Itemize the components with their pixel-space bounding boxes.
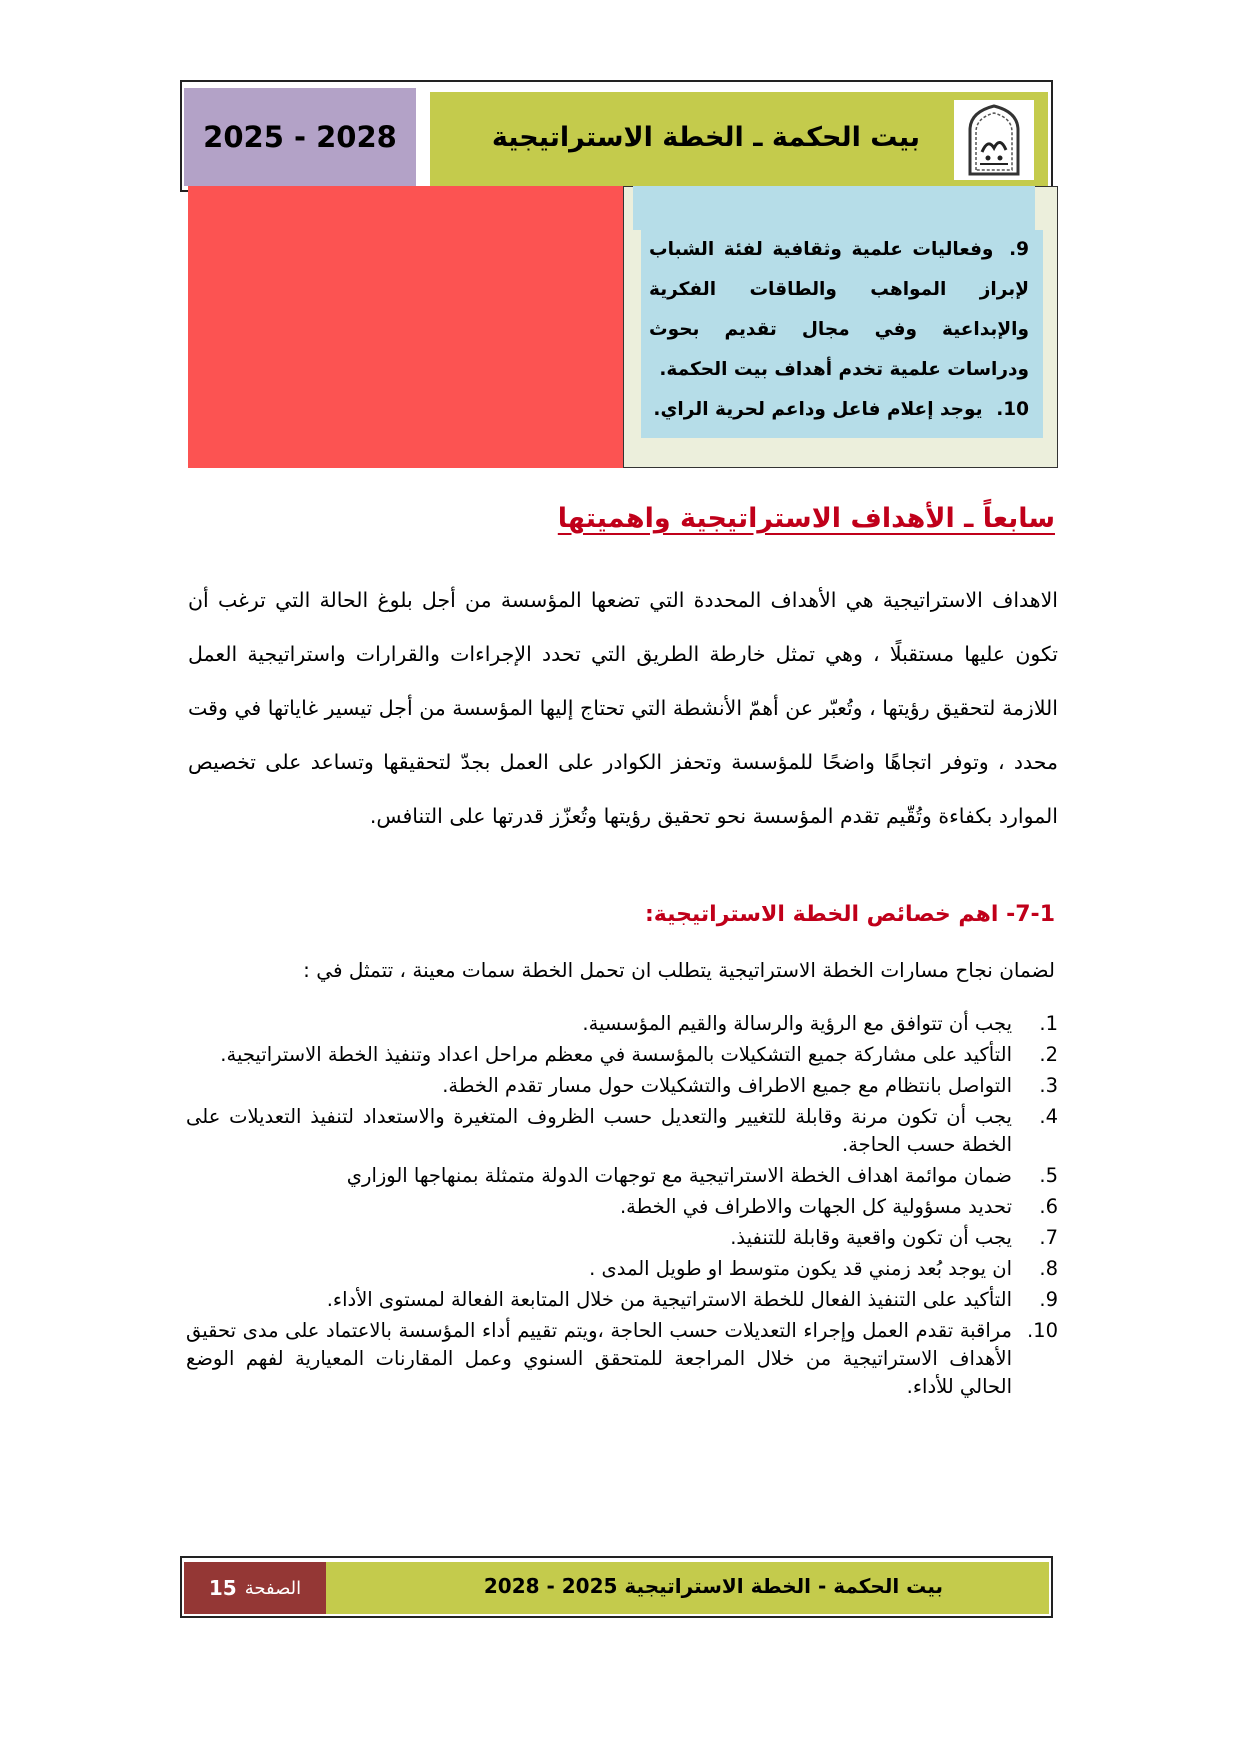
- item-number: 10.: [1026, 1319, 1058, 1342]
- list-item: [186, 1193, 1058, 1221]
- list-item: [649, 390, 1029, 430]
- item-text: يجب أن تتوافق مع الرؤية والرسالة والقيم المؤسسية.: [582, 1012, 1012, 1035]
- item-text: التأكيد على التنفيذ الفعال للخطة الاستراتيجية من خلال المتابعة الفعالة لمستوى الأداء.: [326, 1288, 1012, 1311]
- item-number: 4.: [1039, 1105, 1058, 1128]
- list-item: [186, 1224, 1058, 1252]
- item-text: ضمان موائمة اهداف الخطة الاستراتيجية مع توجهات الدولة متمثلة بمنهاجها الوزاري: [346, 1164, 1012, 1187]
- item-number: 2.: [1039, 1043, 1058, 1066]
- item-text: مراقبة تقدم العمل وإجراء التعديلات حسب الحاجة ،ويتم تقييم أداء المؤسسة بالاعتماد على مدى تحقيق الأهداف الاستراتيجية من خلال المراجعة للمتحقق السنوي وعمل المقارنات المعيارية لفهم الوضع الحالي للأداء.: [186, 1319, 1012, 1398]
- item-number: 7.: [1039, 1226, 1058, 1249]
- list-item: [186, 1103, 1058, 1159]
- item-number: 9.: [1039, 1288, 1058, 1311]
- red-cell: [188, 186, 624, 468]
- header-years: 2025 - 2028: [184, 88, 416, 186]
- item-number: 3.: [1039, 1074, 1058, 1097]
- list-item: [186, 1162, 1058, 1190]
- bayt-al-hikma-logo-icon: [954, 100, 1034, 180]
- item-text: التأكيد على مشاركة جميع التشكيلات بالمؤسسة في معظم مراحل اعداد وتنفيذ الخطة الاستراتيجية.: [220, 1043, 1012, 1066]
- item-text: يوجد إعلام فاعل وداعم لحرية الراي.: [653, 399, 983, 420]
- list-item: [186, 1255, 1058, 1283]
- item-number: 9.: [1009, 239, 1029, 260]
- list-item: [186, 1286, 1058, 1314]
- item-number: 6.: [1039, 1195, 1058, 1218]
- footer-text: بيت الحكمة - الخطة الاستراتيجية 2025 - 2028: [483, 1574, 943, 1598]
- item-number: 1.: [1039, 1012, 1058, 1035]
- list-item: [186, 1072, 1058, 1100]
- list-item: [186, 1010, 1058, 1038]
- item-number: 8.: [1039, 1257, 1058, 1280]
- header-title: بيت الحكمة ـ الخطة الاستراتيجية: [491, 122, 920, 153]
- characteristics-list: [186, 1010, 1058, 1404]
- blue-cell-list: [633, 230, 1043, 438]
- list-item: [186, 1317, 1058, 1401]
- item-text: يجب أن تكون واقعية وقابلة للتنفيذ.: [730, 1226, 1012, 1249]
- body-paragraph: الاهداف الاستراتيجية هي الأهداف المحددة التي تضعها المؤسسة من أجل بلوغ الحالة التي ترغب أن تكون عليها مستقبلًا ، وهي تمثل خارطة الطريق التي تحدد الإجراءات والقرارات واستراتيجية العمل اللازمة لتحقيق رؤيتها ، وتُعبّر عن أهمّ الأنشطة التي تحتاج إليها المؤسسة من أجل تيسير غاياتها في وقت محدد ، وتوفر اتجاهًا واضحًا للمؤسسة وتحفز الكوادر على العمل بجدّ لتحقيقها وتساعد على تخصيص الموارد بكفاءة وتُقّيم تقدم المؤسسة نحو تحقيق رؤيتها وتُعزّز قدرتها على التنافس.: [188, 588, 1058, 828]
- list-item: [649, 230, 1029, 390]
- item-number: 10.: [996, 399, 1029, 420]
- page-label: الصفحة: [244, 1577, 302, 1599]
- intro-text: لضمان نجاح مسارات الخطة الاستراتيجية يتطلب ان تحمل الخطة سمات معينة ، تتمثل في :: [303, 958, 1055, 982]
- page-number: 15: [208, 1576, 237, 1600]
- list-item: [186, 1041, 1058, 1069]
- item-text: التواصل بانتظام مع جميع الاطراف والتشكيلات حول مسار تقدم الخطة.: [442, 1074, 1012, 1097]
- blue-cell-edge: [633, 230, 641, 438]
- page-number-badge: [184, 1562, 326, 1614]
- section-heading: سابعاً ـ الأهداف الاستراتيجية واهميتها: [557, 503, 1055, 534]
- item-text: ان يوجد بُعد زمني قد يكون متوسط او طويل المدى .: [589, 1257, 1012, 1280]
- item-text: وفعاليات علمية وثقافية لفئة الشباب لإبراز المواهب والطاقات الفكرية والإبداعية وفي مجال تقديم بحوث ودراسات علمية تخدم أهداف بيت الحكمة.: [649, 239, 1029, 380]
- header-title-bar: [430, 92, 1048, 188]
- item-number: 5.: [1039, 1164, 1058, 1187]
- sub-heading: 7-1- اهم خصائص الخطة الاستراتيجية:: [644, 902, 1055, 927]
- blue-cell-top: [633, 186, 1035, 230]
- item-text: يجب أن تكون مرنة وقابلة للتغيير والتعديل حسب الظروف المتغيرة والاستعداد لتنفيذ التعديلات على الخطة حسب الحاجة.: [186, 1105, 1012, 1156]
- item-text: تحديد مسؤولية كل الجهات والاطراف في الخطة.: [619, 1195, 1012, 1218]
